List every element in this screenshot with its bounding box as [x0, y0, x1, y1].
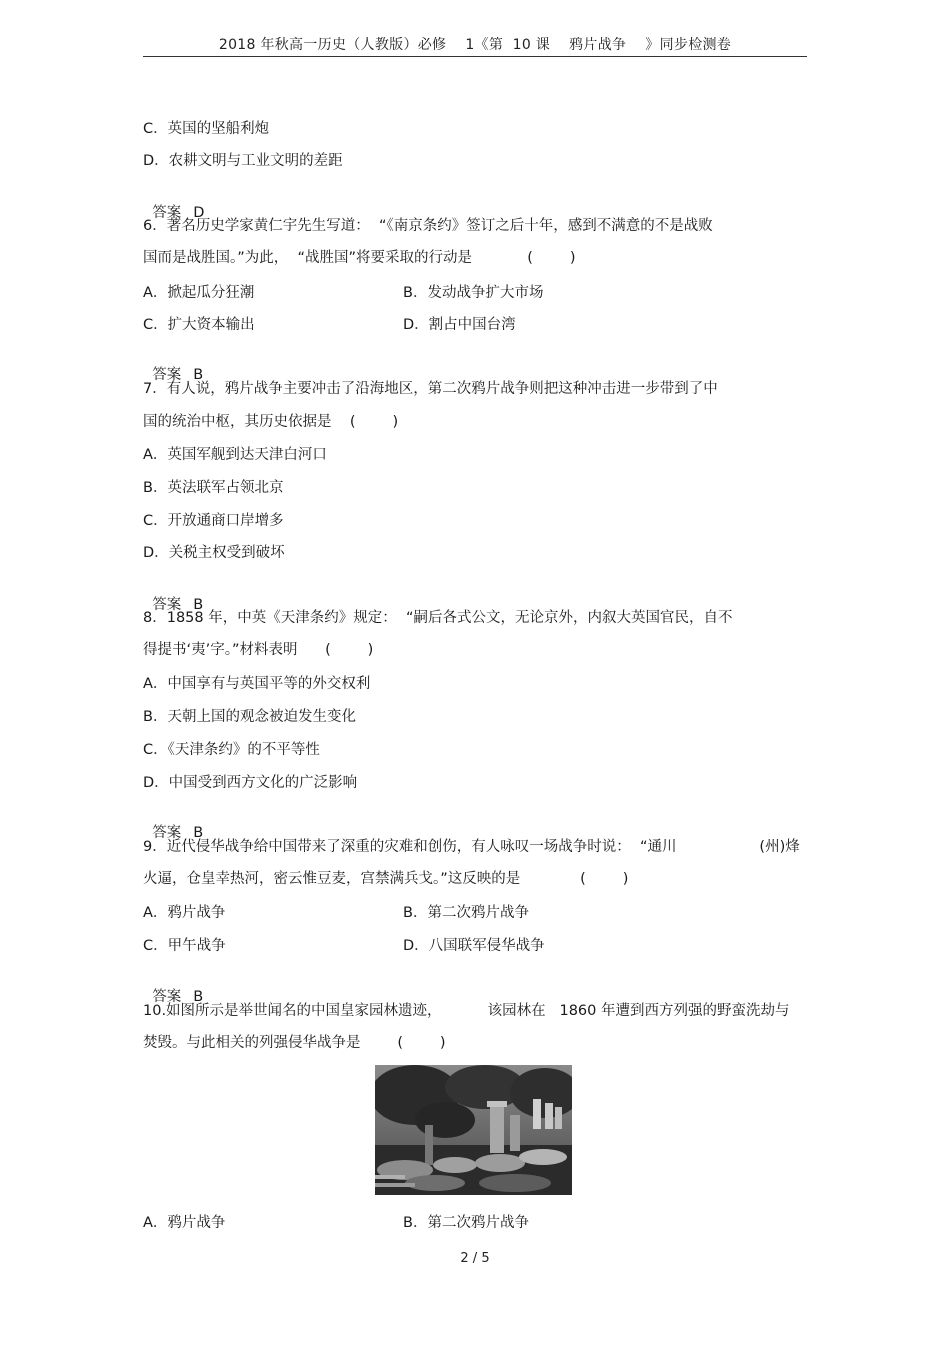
answer-label: 答案 [152, 205, 182, 221]
q7-stem-line2: 国的统治中枢，其历史依据是 ( ) [143, 414, 399, 430]
answer-value: B [193, 597, 204, 613]
answer-label: 答案 [152, 825, 182, 841]
answer-value: D [193, 205, 205, 221]
q6-stem-line2: 国而是战胜国。”为此， “战胜国”将要采取的行动是 ( ) [143, 250, 576, 266]
q8-option-a: A．中国享有与英国平等的外交权利 [143, 676, 371, 692]
q10-stem-line1: 10.如图所示是举世闻名的中国皇家园林遗迹， 该园林在 1860 年遭到西方列强的野蛮洗劫与 [143, 1003, 790, 1019]
q7-answer [143, 575, 204, 613]
q9-option-a: A．鸦片战争 [143, 905, 226, 921]
q5-answer [143, 183, 205, 221]
q8-answer [143, 803, 204, 841]
answer-label: 答案 [152, 367, 182, 383]
header-rule [143, 56, 807, 57]
q7-option-d: D．关税主权受到破坏 [143, 545, 285, 561]
q7-option-b: B．英法联军占领北京 [143, 480, 284, 496]
q8-stem-line2: 得提书‘夷’字。”材料表明 ( ) [143, 642, 374, 658]
q6-option-c: C．扩大资本输出 [143, 317, 255, 333]
q7-option-c: C．开放通商口岸增多 [143, 513, 284, 529]
q8-stem-line1: 8．1858 年，中英《天津条约》规定： “嗣后各式公文，无论京外，内叙大英国官民，自不 [143, 610, 733, 626]
q7-stem-line1: 7．有人说，鸦片战争主要冲击了沿海地区，第二次鸦片战争则把这种冲击进一步带到了中 [143, 381, 718, 397]
answer-label: 答案 [152, 989, 182, 1005]
answer-value: B [193, 989, 204, 1005]
answer-value: B [193, 367, 204, 383]
q9-stem-line1: 9．近代侵华战争给中国带来了深重的灾难和创伤，有人咏叹一场战争时说： “通川 (州)烽 [143, 839, 800, 855]
q8-option-d: D．中国受到西方文化的广泛影响 [143, 775, 358, 791]
q5-option-d: D．农耕文明与工业文明的差距 [143, 153, 343, 169]
ruins-image [375, 1065, 572, 1195]
q10-option-b: B．第二次鸦片战争 [403, 1215, 529, 1231]
q6-option-a: A．掀起瓜分狂潮 [143, 285, 255, 301]
answer-value: B [193, 825, 204, 841]
q9-option-b: B．第二次鸦片战争 [403, 905, 529, 921]
q6-stem-line1: 6．著名历史学家黄仁宇先生写道： “《南京条约》签订之后十年，感到不满意的不是战败 [143, 218, 713, 234]
q8-option-b: B．天朝上国的观念被迫发生变化 [143, 709, 356, 725]
q6-option-b: B．发动战争扩大市场 [403, 285, 544, 301]
q8-option-c: C．《天津条约》的不平等性 [143, 742, 320, 758]
q6-answer [143, 345, 204, 383]
q9-option-c: C．甲午战争 [143, 938, 226, 954]
page-number: 2 / 5 [460, 1251, 490, 1266]
page-header: 2018 年秋高一历史（人教版）必修 1《第 10 课 鸦片战争 》同步检测卷 [218, 37, 732, 53]
q10-stem-line2: 焚毁。与此相关的列强侵华战争是 ( ) [143, 1035, 446, 1051]
q7-option-a: A．英国军舰到达天津白河口 [143, 447, 327, 463]
q9-option-d: D．八国联军侵华战争 [403, 938, 545, 954]
q5-option-c: C．英国的坚船利炮 [143, 121, 270, 137]
q6-option-d: D．割占中国台湾 [403, 317, 516, 333]
q9-stem-line2: 火逼，仓皇幸热河，密云惟豆麦，宫禁满兵戈。”这反映的是 ( ) [143, 871, 629, 887]
answer-label: 答案 [152, 597, 182, 613]
garden-ruins-photo [375, 1065, 572, 1195]
q9-answer [143, 967, 204, 1005]
q10-option-a: A．鸦片战争 [143, 1215, 226, 1231]
